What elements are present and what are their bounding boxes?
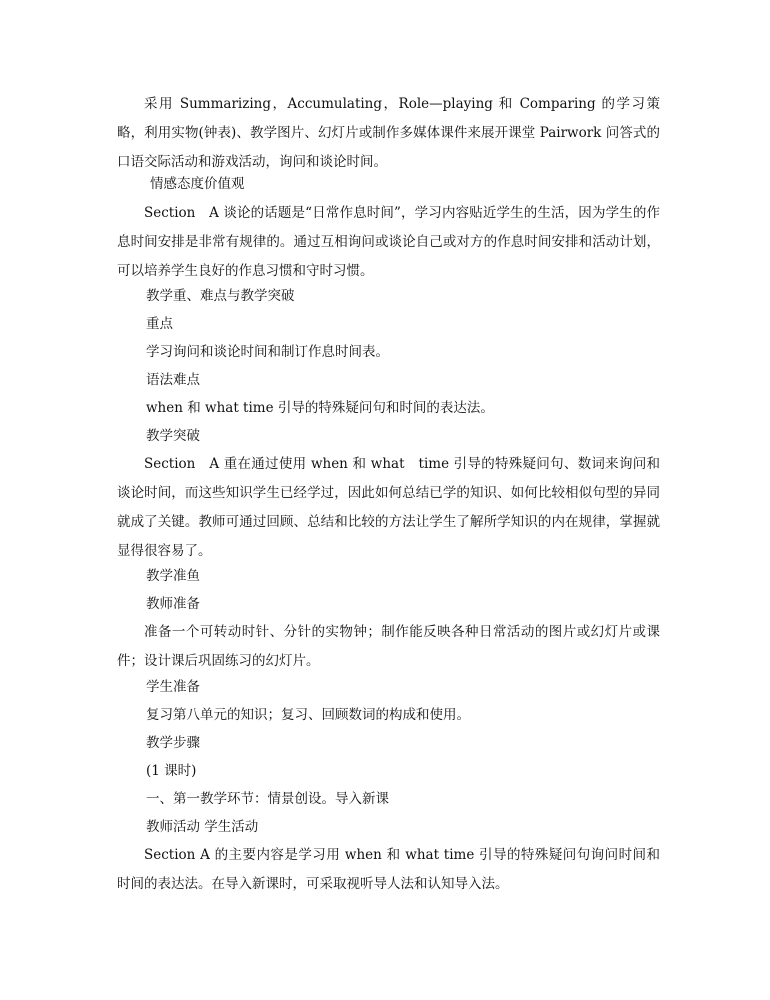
breakthrough-paragraph: Section A 重在通过使用 when 和 what time 引导的特殊疑问句、数词来询问和谈论时间，而这些知识学生已经学过，因此如何总结已学的知识、如何比较相似句型的异同就成了关键。教师可通过回顾、总结和比较的方法让学生了解所学知识的内在规律，掌握就显得很容易了。	[117, 456, 660, 559]
teacher-preparation-paragraph: 准备一个可转动时针、分针的实物钟；制作能反映各种日常活动的图片或幻灯片或课件；设计课后巩固练习的幻灯片。	[117, 624, 660, 669]
grammar-text: when 和 what time 引导的特殊疑问句和时间的表达法。	[146, 400, 494, 416]
activities-header: 教师活动 学生活动	[146, 819, 259, 835]
heading-key-difficult-points: 教学重、难点与教学突破	[146, 288, 295, 304]
class-hours: (1 课时)	[146, 763, 197, 779]
heading-breakthrough: 教学突破	[146, 428, 200, 444]
heading-teacher-preparation: 教师准备	[146, 596, 200, 612]
heading-grammar-difficulty: 语法难点	[146, 372, 200, 388]
heading-focus: 重点	[146, 316, 173, 332]
heading-attitude-values: 情感态度价值观	[150, 176, 245, 192]
heading-student-preparation: 学生准备	[146, 679, 200, 695]
heading-teaching-preparation: 教学准鱼	[146, 568, 200, 584]
focus-text: 学习询问和谈论时间和制订作息时间表。	[146, 344, 389, 360]
strategy-paragraph: 采用 Summarizing，Accumulating，Role—playing 和 Comparing 的学习策略，利用实物(钟表)、教学图片、幻灯片或制作多媒体课件来展开课堂 Pairwork 问答式的口语交际活动和游戏活动，询问和谈论时间。	[117, 96, 660, 170]
heading-teaching-steps: 教学步骤	[146, 735, 200, 751]
section-a-topic-paragraph: Section A 谈论的话题是“日常作息时间”，学习内容贴近学生的生活，因为学生的作息时间安排是非常有规律的。通过互相询问或谈论自己或对方的作息时间安排和活动计划，可以培养学生良好的作息习惯和守时习惯。	[117, 205, 660, 279]
student-preparation-text: 复习第八单元的知识；复习、回顾数词的构成和使用。	[146, 707, 470, 723]
section-a-content-paragraph: Section A 的主要内容是学习用 when 和 what time 引导的特殊疑问句询问时间和时间的表达法。在导入新课时，可采取视听导人法和认知导入法。	[117, 847, 660, 892]
step-one-heading: 一、第一教学环节：情景创设。导入新课	[146, 791, 389, 807]
